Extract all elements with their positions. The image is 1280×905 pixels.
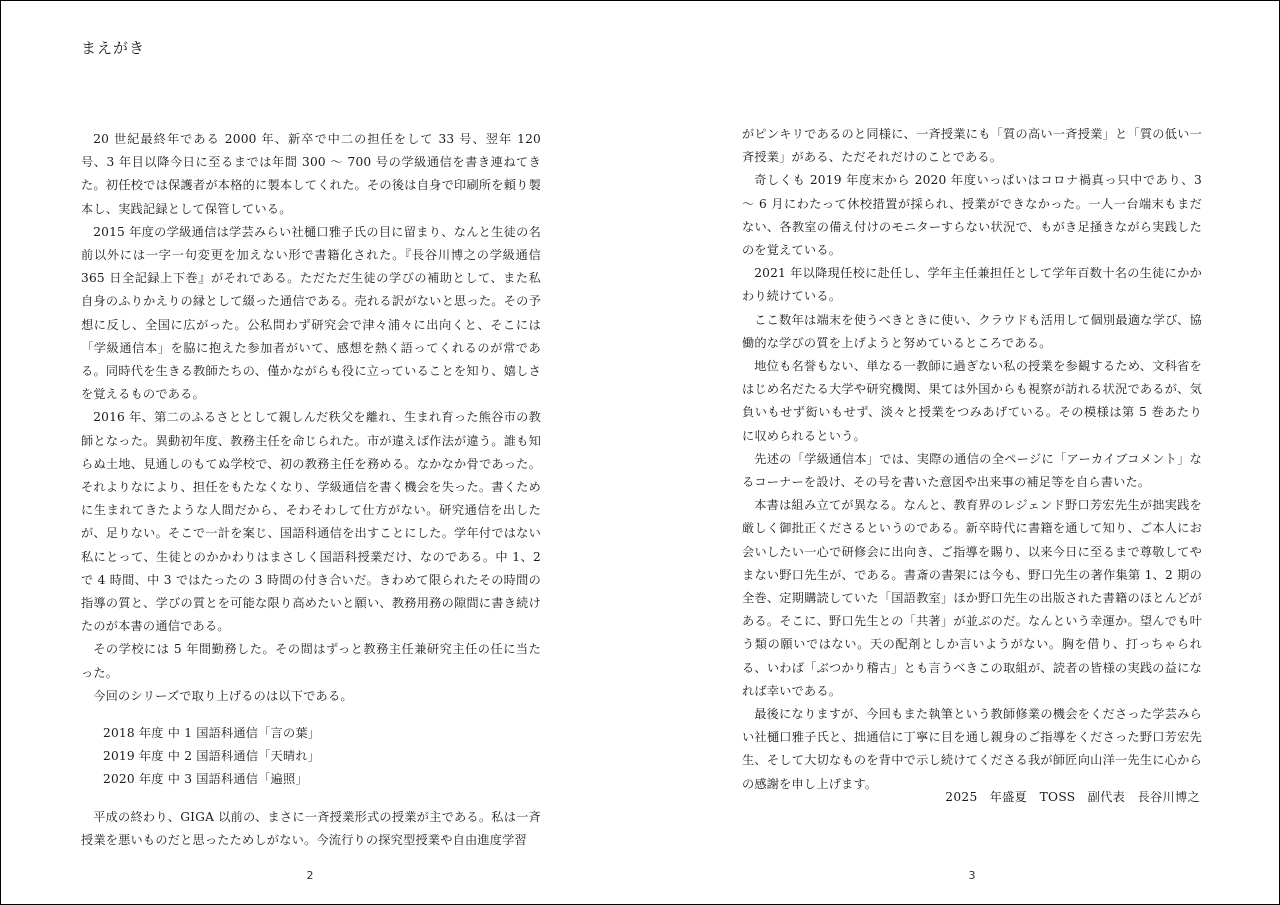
- series-list: [81, 722, 541, 792]
- paragraph: 先述の「学級通信本」では、実際の通信の全ページに「アーカイブコメント」なるコーナーを設け、その号を書いた意図や出来事の補足等を自ら書いた。: [742, 451, 1202, 490]
- series-list-item: 2019 年度 中 2 国語科通信「天晴れ」: [103, 749, 321, 764]
- left-body-text: [81, 128, 541, 852]
- paragraph: 2021 年以降現任校に赴任し、学年主任兼担任として学年百数十名の生徒にかかわり続けている。: [742, 266, 1202, 304]
- paragraph: 地位も名誉もない、単なる一教師に過ぎない私の授業を参観するため、文科省をはじめ名だたる大学や研究機関、果ては外国からも視察が訪れる状況であるが、気負いもせず衒いもせず、淡々と授業をつみあげている。その模様は第 5 巻あたりに収められるという。: [742, 359, 1202, 443]
- paragraph-continuation: がピンキリであるのと同様に、一斉授業にも「質の高い一斉授業」と「質の低い一斉授業」がある、ただそれだけのことである。: [742, 127, 1202, 165]
- author-signature: 2025 年盛夏 TOSS 副代表 長谷川博之: [945, 790, 1200, 804]
- paragraph: 2016 年、第二のふるさととして親しんだ秩父を離れ、生まれ育った熊谷市の教師となった。異動初年度、教務主任を命じられた。市が違えば作法が違う。誰も知らぬ土地、見通しのもてぬ学校で、初の教務主任を務める。なかなか骨であった。それよりなにより、担任をもたなくなり、学級通信を書く機会を失った。書くために生まれてきたような人間だから、そわそわして仕方がない。研究通信を出したが、足りない。そこで一計を案じ、国語科通信を出すことにした。学年付ではない私にとって、生徒とのかかわりはまさしく国語科授業だけ、なのである。中 1、2 で 4 時間、中 3 ではたったの 3 時間の付き合いだ。きわめて限られたその時間の指導の質と、学びの質とを可能な限り高めたいと願い、教務用務の隙間に書き続けたのが本書の通信である。: [81, 410, 541, 634]
- page-number: 3: [968, 869, 976, 882]
- paragraph: 最後になりますが、今回もまた執筆という教師修業の機会をくださった学芸みらい社樋口雅子氏と、拙通信に丁寧に目を通し親身のご指導をくださった野口芳宏先生、そして大切なものを背中で示し続けてくださる我が師匠向山洋一先生に心からの感謝を申し上げます。: [742, 707, 1202, 791]
- left-page: [1, 1, 640, 904]
- series-list-item: 2018 年度 中 1 国語科通信「言の葉」: [103, 726, 321, 741]
- series-list-item: 2020 年度 中 3 国語科通信「遍照」: [103, 772, 308, 787]
- page-number: 2: [306, 869, 314, 882]
- paragraph: ここ数年は端末を使うべきときに使い、クラウドも活用して個別最適な学び、協働的な学びの質を上げようと努めているところである。: [742, 312, 1202, 350]
- paragraph: 2015 年度の学級通信は学芸みらい社樋口雅子氏の目に留まり、なんと生徒の名前以外には一字一句変更を加えない形で書籍化された。『長谷川博之の学級通信 365 日全記録上下巻』がそれである。ただただ生徒の学びの補助として、また私自身のふりかえりの縁として綴った通信である。売れる訳がないと思った。その予想に反し、全国に広がった。公私問わず研究会で津々浦々に出向くと、そこには「学級通信本」を脇に抱えた参加者がいて、感想を熱く語ってくれるのが常である。同時代を生きる教師たちの、僅かながらも役に立っていることを知り、嬉しさを覚えるものである。: [81, 224, 541, 402]
- paragraph: 本書は組み立てが異なる。なんと、教育界のレジェンド野口芳宏先生が拙実践を厳しく御批正くださるというのである。新卒時代に書籍を通して知り、ご本人にお会いしたい一心で研修会に出向き、ご指導を賜り、以来今日に至るまで尊敬してやまない野口先生が、である。書斎の書架には今も、野口先生の著作集第 1、2 期の全巻、定期購読していた「国語教室」ほか野口先生の出版された書籍のほとんどがある。そこに、野口先生との「共著」が並ぶのだ。なんという幸運か。望んでも叶う類の願いではない。天の配剤としか言いようがない。胸を借り、打っちゃられる、いわば「ぶつかり稽古」とも言うべきこの取組が、読者の皆様の実践の益になれば幸いである。: [742, 498, 1202, 698]
- paragraph: 平成の終わり、GIGA 以前の、まさに一斉授業形式の授業が主である。私は一斉授業を悪いものだと思ったためしがない。今流行りの探究型授業や自由進度学習: [81, 809, 541, 847]
- paragraph: 20 世紀最終年である 2000 年、新卒で中二の担任をして 33 号、翌年 120 号、3 年目以降今日に至るまでは年間 300 〜 700 号の学級通信を書き連ねてきた。初任校では保護者が本格的に製本してくれた。その後は自身で印刷所を頼り製本し、実践記録として保管している。: [81, 132, 541, 216]
- paragraph: 今回のシリーズで取り上げるのは以下である。: [93, 688, 353, 703]
- page-heading: まえがき: [81, 39, 146, 57]
- right-body-text: [742, 123, 1202, 796]
- paragraph: その学校には 5 年間勤務した。その間はずっと教務主任兼研究主任の任に当たった。: [81, 642, 541, 680]
- paragraph: 奇しくも 2019 年度末から 2020 年度いっぱいはコロナ禍真っ只中であり、3 〜 6 月にわたって休校措置が採られ、授業ができなかった。一人一台端末もまだない、各教室の備え付けのモニターすらない状況で、もがき足掻きながら実践したのを覚えている。: [742, 173, 1202, 258]
- right-page: [640, 1, 1279, 904]
